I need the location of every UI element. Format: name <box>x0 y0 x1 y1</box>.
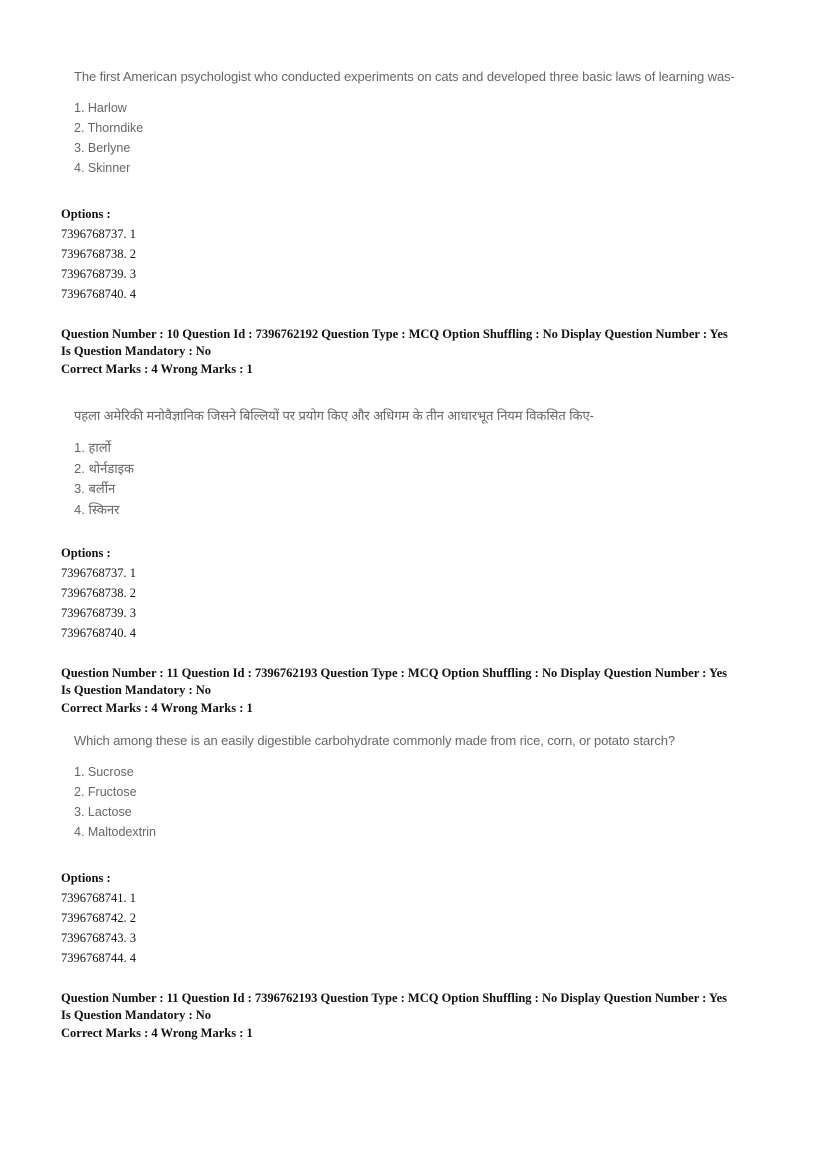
option-item: 7396768743. 3 <box>61 931 136 945</box>
question-mandatory: Is Question Mandatory : No <box>61 683 212 697</box>
question-text: The first American psychologist who conducted experiments on cats and developed three basic laws of learning was- <box>74 69 735 84</box>
question-image <box>74 69 735 178</box>
options-header: Options : <box>61 207 111 221</box>
question-marks: Correct Marks : 4 Wrong Marks : 1 <box>61 1026 253 1040</box>
choice-list <box>74 762 675 842</box>
option-item: 7396768739. 3 <box>61 606 136 620</box>
choice-item: 1. Harlow <box>74 101 127 115</box>
question-marks: Correct Marks : 4 Wrong Marks : 1 <box>61 701 253 715</box>
option-item: 7396768739. 3 <box>61 267 136 281</box>
option-item: 7396768740. 4 <box>61 626 136 640</box>
choice-item: 1. Sucrose <box>74 765 134 779</box>
question-text: पहला अमेरिकी मनोवैज्ञानिक जिसने बिल्लियों पर प्रयोग किए और अधिगम के तीन आधारभूत नियम विकसित किए- <box>74 408 594 423</box>
choice-item: 1. हार्लो <box>74 440 111 455</box>
option-item: 7396768737. 1 <box>61 566 136 580</box>
choice-list <box>74 438 594 520</box>
option-item: 7396768742. 2 <box>61 911 136 925</box>
option-item: 7396768738. 2 <box>61 586 136 600</box>
question-mandatory: Is Question Mandatory : No <box>61 1008 212 1022</box>
option-item: 7396768741. 1 <box>61 891 136 905</box>
question-marks: Correct Marks : 4 Wrong Marks : 1 <box>61 362 253 376</box>
choice-list <box>74 98 735 178</box>
options-list <box>61 868 136 968</box>
choice-item: 4. स्किनर <box>74 501 120 517</box>
option-item: 7396768737. 1 <box>61 227 136 241</box>
choice-item: 4. Maltodextrin <box>74 825 156 839</box>
question-image <box>74 406 594 520</box>
question-meta-line: Question Number : 10 Question Id : 7396762192 Question Type : MCQ Option Shuffling : No Display Question Number : Yes <box>61 327 728 341</box>
question-meta-line: Question Number : 11 Question Id : 7396762193 Question Type : MCQ Option Shuffling : No Display Question Number : Yes <box>61 991 728 1005</box>
option-item: 7396768744. 4 <box>61 951 136 965</box>
question-meta-line: Question Number : 11 Question Id : 7396762193 Question Type : MCQ Option Shuffling : No Display Question Number : Yes <box>61 666 728 680</box>
options-header: Options : <box>61 871 111 885</box>
question-meta <box>61 665 727 717</box>
question-image <box>74 733 675 842</box>
choice-item: 2. थोर्नडाइक <box>74 460 135 476</box>
question-text: Which among these is an easily digestible carbohydrate commonly made from rice, corn, or potato starch? <box>74 733 675 748</box>
choice-item: 4. Skinner <box>74 161 131 175</box>
options-header: Options : <box>61 546 111 560</box>
choice-item: 3. Berlyne <box>74 141 131 155</box>
question-mandatory: Is Question Mandatory : No <box>61 344 212 358</box>
choice-item: 3. बर्लीन <box>74 481 116 496</box>
choice-item: 2. Thorndike <box>74 121 144 135</box>
option-item: 7396768740. 4 <box>61 287 136 301</box>
option-item: 7396768738. 2 <box>61 247 136 261</box>
options-list <box>61 204 136 304</box>
choice-item: 3. Lactose <box>74 805 132 819</box>
options-list <box>61 543 136 643</box>
question-meta <box>61 326 728 378</box>
question-meta <box>61 990 727 1042</box>
choice-item: 2. Fructose <box>74 785 137 799</box>
